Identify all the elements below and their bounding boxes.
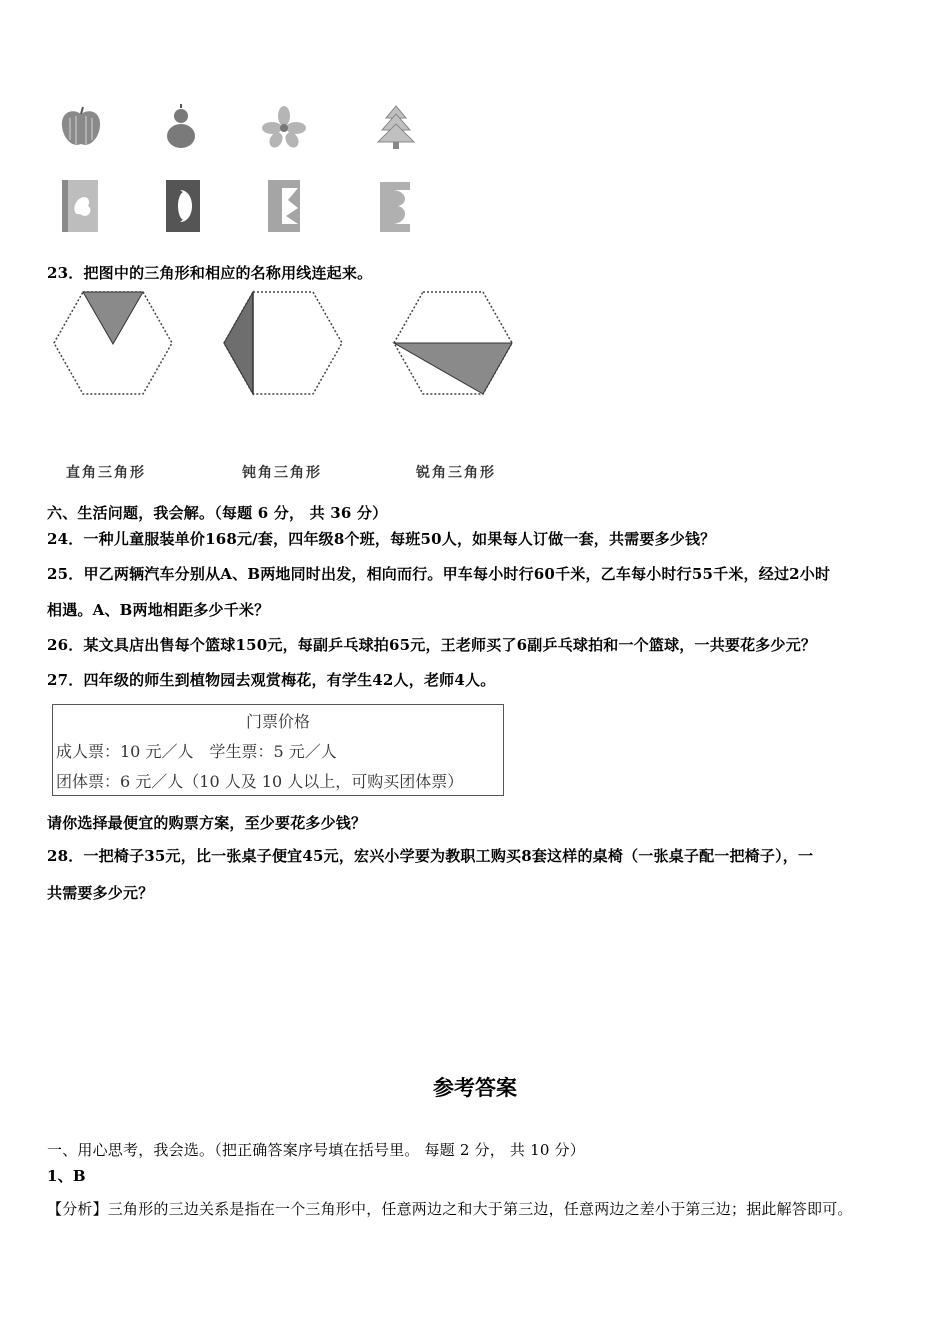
question-23: 23．把图中的三角形和相应的名称用线连起来。 <box>47 264 373 282</box>
question-28-line-2: 共需要多少元？ <box>47 884 154 902</box>
apple-picture <box>58 106 104 150</box>
ticket-row-2: 团体票：6 元／人（10 人及 10 人以上，可购买团体票） <box>56 771 464 791</box>
gourd-picture <box>163 104 199 150</box>
hexagon-figure-3 <box>390 290 516 398</box>
question-24: 24．一种儿童服装单价168元/套，四年级8个班，每班50人，如果每人订做一套，共需要多少钱？ <box>47 530 716 548</box>
section-1-title: 一、用心思考，我会选。（把正确答案序号填在括号里。 每题 2 分， 共 10 分） <box>47 1141 585 1159</box>
hexagon-figure-1 <box>50 290 176 398</box>
flower-picture <box>262 106 306 148</box>
label-obtuse-triangle: 钝角三角形 <box>242 465 322 481</box>
answer-heading: 参考答案 <box>433 1075 517 1100</box>
tree-picture <box>376 104 416 150</box>
answer-1: 1、B <box>47 1167 86 1185</box>
cutout-picture-4 <box>380 182 410 232</box>
answer-1-analysis: 【分析】三角形的三边关系是指在一个三角形中，任意两边之和大于第三边，任意两边之差小于第三边；据此解答即可。 <box>47 1200 853 1218</box>
question-25-line-1: 25．甲乙两辆汽车分别从A、B两地同时出发，相向而行。甲车每小时行60千米，乙车每小时行55千米，经过2小时 <box>47 565 831 583</box>
cutout-picture-1 <box>62 180 98 232</box>
question-25-line-2: 相遇。A、B两地相距多少千米？ <box>47 601 270 619</box>
ticket-row-1: 成人票：10 元／人 学生票：5 元／人 <box>56 741 337 761</box>
ticket-title: 门票价格 <box>245 711 310 731</box>
question-27-ask: 请你选择最便宜的购票方案，至少要花多少钱？ <box>47 814 367 832</box>
cutout-picture-2 <box>166 180 200 232</box>
question-28-line-1: 28．一把椅子35元，比一张桌子便宜45元，宏兴小学要为教职工购买8套这样的桌椅（一张桌子配一把椅子），一 <box>47 847 814 865</box>
question-26: 26．某文具店出售每个篮球150元，每副乒乓球拍65元，王老师买了6副乒乓球拍和一个篮球，一共要花多少元？ <box>47 636 817 654</box>
label-right-triangle: 直角三角形 <box>66 465 146 481</box>
question-27: 27．四年级的师生到植物园去观赏梅花，有学生42人，老师4人。 <box>47 671 496 689</box>
section-6-title: 六、生活问题，我会解。（每题 6 分， 共 36 分） <box>47 504 388 522</box>
hexagon-figure-2 <box>220 290 346 398</box>
ticket-price-table <box>52 704 504 796</box>
cutout-picture-3 <box>268 180 300 232</box>
label-acute-triangle: 锐角三角形 <box>416 465 496 481</box>
